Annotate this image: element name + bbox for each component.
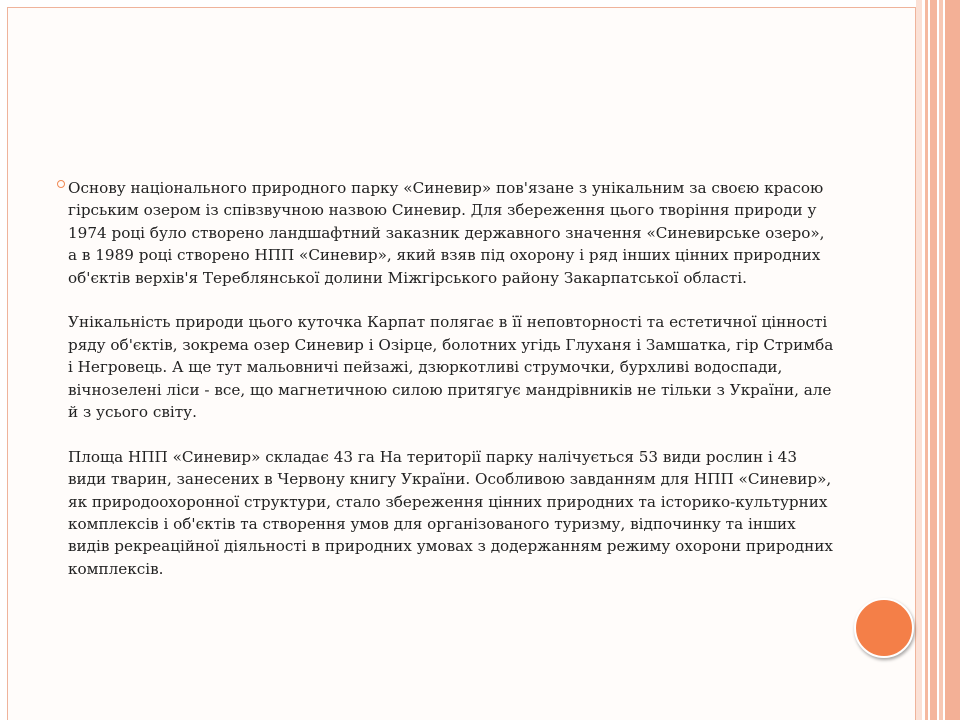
decor-stripe <box>916 0 922 720</box>
decor-stripe <box>945 0 960 720</box>
slide-body <box>58 177 838 580</box>
paragraph-1: Основу національного природного парку «Синевир» пов'язане з унікальним за своєю красою гірським озером із співзвучною назвою Синевир. Для збереження цього творіння природи у 1974 році було створено ландшафтний заказник державного значення «Синевирське озеро», а в 1989 році створено НПП «Синевир», який взяв під охорону і ряд інших цінних природних об'єктів верхів'я Тереблянської долини Міжгірського району Закарпатської області. <box>68 179 825 287</box>
decor-stripe <box>939 0 943 720</box>
decor-stripe <box>925 0 928 720</box>
paragraph-2: Унікальність природи цього куточка Карпат полягає в її неповторності та естетичної цінності ряду об'єктів, зокрема озер Синевир і Озірце, болотних угідь Глуханя і Замшатка, гір Стримба і Негровець. А ще тут мальовничі пейзажі, дзюркотливі струмочки, бурхливі водоспади, вічнозелені ліси - все, що магнетичною силою притягує мандрівників не тільки з України, але й з усього світу. <box>68 313 834 422</box>
ring-bullet-icon <box>57 180 65 188</box>
orange-circle-icon <box>854 598 914 658</box>
decor-stripe <box>930 0 937 720</box>
paragraph-3: Площа НПП «Синевир» складає 43 га На території парку налічується 53 види рослин і 43 види тварин, занесених в Червону книгу України. Особливою завданням для НПП «Синевир», як природоохоронної структури, стало збереження цінних природних та історико-культурних комплексів і об'єктів та створення умов для організованого туризму, відпочинку та інших видів рекреаційної діяльності в природних умовах з додержанням режиму охорони природних комплексів. <box>68 447 833 578</box>
